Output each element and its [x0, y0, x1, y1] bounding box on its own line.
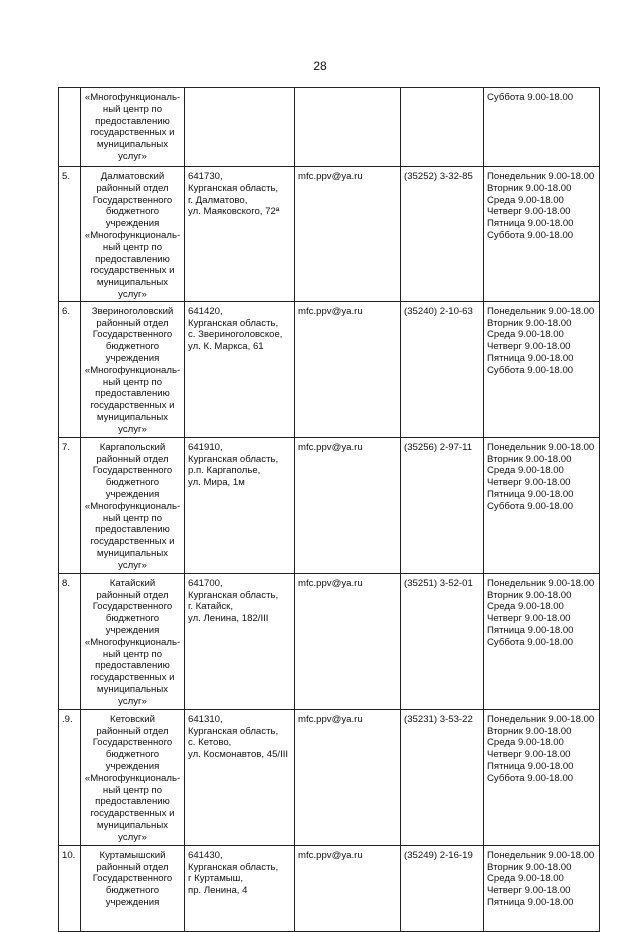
office-name-cell — [81, 88, 185, 167]
table-row — [59, 88, 600, 167]
hours-line: Четверг 9.00-18.00 — [487, 206, 571, 218]
office-name-line: районный отдел — [96, 182, 169, 194]
office-name-line: услуг» — [118, 695, 147, 707]
office-name-line: ный центр по — [102, 241, 163, 253]
row-number: 6. — [62, 305, 71, 317]
row-number-cell — [59, 437, 81, 573]
table-body — [59, 88, 600, 932]
phone-cell — [401, 845, 484, 931]
hours-line: Пятница 9.00-18.00 — [487, 488, 574, 500]
office-name-line: учреждения — [105, 624, 160, 636]
hours-line: Суббота 9.00-18.00 — [487, 229, 574, 241]
office-name-line: Далматовский — [100, 171, 165, 182]
office-name-line: государственных и — [90, 400, 175, 412]
office-name-line: предоставлению — [95, 660, 170, 672]
hours-line: Понедельник 9.00-18.00 — [487, 305, 595, 317]
hours-line: Вторник 9.00-18.00 — [487, 589, 572, 601]
row-number: 7. — [62, 441, 71, 453]
office-name-line: бюджетного — [105, 341, 160, 353]
email-text: mfc.ppv@ya.ru — [298, 849, 363, 861]
office-name-line: государственных и — [90, 127, 175, 139]
office-name-line: ный центр по — [102, 648, 163, 660]
row-number: 10. — [62, 849, 76, 861]
office-name-line: услуг» — [118, 831, 147, 843]
office-name-line: Кетовский — [110, 713, 155, 725]
office-name-line: Государственного — [92, 465, 173, 477]
hours-line: Среда 9.00-18.00 — [487, 329, 564, 341]
office-name-line: муниципальных — [96, 683, 169, 695]
hours-cell — [484, 709, 600, 845]
address-line: Курганская область, — [188, 861, 279, 873]
email-cell — [295, 709, 401, 845]
office-name-line: бюджетного — [105, 477, 160, 489]
office-name-line: учреждения — [105, 760, 160, 772]
office-name-line: Государственного — [92, 601, 173, 613]
address-line: 641430, — [188, 849, 223, 861]
office-name-line: Государственного — [92, 737, 173, 749]
address-line: 641700, — [188, 577, 223, 589]
office-name-line: бюджетного — [105, 613, 160, 625]
office-name-line: Государственного — [92, 329, 173, 341]
email-cell — [295, 573, 401, 709]
row-number-cell — [59, 167, 81, 302]
office-name-cell — [81, 709, 185, 845]
address-line: р.п. Каргаполье, — [188, 465, 261, 477]
address-cell — [185, 845, 295, 931]
hours-line: Понедельник 9.00-18.00 — [487, 713, 595, 725]
hours-cell — [484, 845, 600, 931]
address-cell — [185, 88, 295, 167]
hours-line: Суббота 9.00-18.00 — [487, 772, 574, 784]
office-name-line: бюджетного — [105, 749, 160, 761]
hours-line: Пятница 9.00-18.00 — [487, 352, 574, 364]
address-line: Курганская область, — [188, 453, 279, 465]
phone-text: (35231) 3-53-22 — [404, 713, 473, 725]
office-name-line: учреждения — [105, 896, 160, 908]
address-line: ул. Ленина, 182/III — [188, 613, 269, 625]
office-name-cell — [81, 437, 185, 573]
office-name-cell — [81, 301, 185, 437]
office-name-line: «Многофункциональ- — [84, 772, 181, 784]
address-line: ул. Маяковского, 72ª — [188, 206, 280, 218]
address-line: пр. Ленина, 4 — [188, 885, 248, 897]
phone-cell — [401, 88, 484, 167]
address-cell — [185, 709, 295, 845]
office-name-cell — [81, 573, 185, 709]
email-cell — [295, 437, 401, 573]
hours-line: Среда 9.00-18.00 — [487, 601, 564, 613]
office-name-line: ный центр по — [102, 512, 163, 524]
office-name-line: учреждения — [105, 488, 160, 500]
table-row — [59, 845, 600, 931]
hours-line: Понедельник 9.00-18.00 — [487, 849, 595, 861]
email-cell — [295, 167, 401, 302]
email-text: mfc.ppv@ya.ru — [298, 577, 363, 589]
phone-text: (35249) 2-16-19 — [404, 849, 473, 861]
phone-cell — [401, 437, 484, 573]
office-name-line: «Многофункциональ- — [84, 364, 181, 376]
phone-cell — [401, 167, 484, 302]
address-line: с. Звериноголовское, — [188, 329, 283, 341]
office-name-line: «Многофункциональ- — [84, 92, 181, 103]
office-name-line: районный отдел — [96, 725, 169, 737]
row-number-cell — [59, 709, 81, 845]
row-number-cell — [59, 573, 81, 709]
office-name-line: районный отдел — [96, 861, 169, 873]
address-line: 641420, — [188, 305, 223, 317]
office-name-line: предоставлению — [95, 524, 170, 536]
office-name-line: «Многофункциональ- — [84, 229, 181, 241]
address-line: Курганская область, — [188, 589, 279, 601]
hours-line: Понедельник 9.00-18.00 — [487, 441, 595, 453]
phone-text: (35252) 3-32-85 — [404, 171, 473, 182]
hours-line: Пятница 9.00-18.00 — [487, 760, 574, 772]
hours-line: Вторник 9.00-18.00 — [487, 725, 572, 737]
address-line: с. Кетово, — [188, 737, 232, 749]
office-name-line: предоставлению — [95, 253, 170, 265]
email-text: mfc.ppv@ya.ru — [298, 171, 363, 182]
office-name-line: предоставлению — [95, 796, 170, 808]
hours-line: Понедельник 9.00-18.00 — [487, 171, 595, 182]
table-row — [59, 167, 600, 302]
address-line: г. Далматово, — [188, 194, 248, 206]
phone-cell — [401, 709, 484, 845]
address-line: 641910, — [188, 441, 223, 453]
address-line: Курганская область, — [188, 182, 279, 194]
hours-line: Пятница 9.00-18.00 — [487, 218, 574, 230]
row-number-cell — [59, 301, 81, 437]
office-name-line: ный центр по — [102, 376, 163, 388]
phone-cell — [401, 301, 484, 437]
office-name-line: услуг» — [118, 288, 147, 300]
hours-line: Четверг 9.00-18.00 — [487, 749, 571, 761]
office-name-line: районный отдел — [96, 453, 169, 465]
office-name-cell — [81, 845, 185, 931]
office-name-line: предоставлению — [95, 388, 170, 400]
office-name-line: государственных и — [90, 672, 175, 684]
hours-line: Понедельник 9.00-18.00 — [487, 577, 595, 589]
hours-cell — [484, 88, 600, 167]
email-text: mfc.ppv@ya.ru — [298, 713, 363, 725]
office-name-line: бюджетного — [105, 206, 160, 218]
office-name-line: муниципальных — [96, 139, 169, 151]
table-row — [59, 301, 600, 437]
address-cell — [185, 301, 295, 437]
email-text: mfc.ppv@ya.ru — [298, 305, 363, 317]
row-number: 8. — [62, 577, 71, 589]
office-name-line: муниципальных — [96, 411, 169, 423]
hours-line: Суббота 9.00-18.00 — [487, 500, 574, 512]
office-name-line: муниципальных — [96, 547, 169, 559]
office-name-line: Каргапольский — [99, 441, 166, 453]
row-number: 5. — [62, 171, 71, 182]
office-name-line: Катайский — [109, 577, 156, 589]
office-name-line: муниципальных — [96, 819, 169, 831]
office-name-line: услуг» — [118, 559, 147, 571]
office-name-line: учреждения — [105, 218, 160, 230]
office-name-line: районный отдел — [96, 589, 169, 601]
hours-line: Вторник 9.00-18.00 — [487, 861, 572, 873]
address-line: Курганская область, — [188, 317, 279, 329]
address-line: ул. К. Маркса, 61 — [188, 341, 264, 353]
hours-line: Среда 9.00-18.00 — [487, 194, 564, 206]
email-cell — [295, 845, 401, 931]
address-line: г Куртамыш, — [188, 873, 244, 885]
hours-cell — [484, 573, 600, 709]
phone-cell — [401, 573, 484, 709]
address-cell — [185, 437, 295, 573]
hours-line: Вторник 9.00-18.00 — [487, 453, 572, 465]
email-cell — [295, 301, 401, 437]
mfc-offices-table — [58, 87, 600, 932]
hours-line: Среда 9.00-18.00 — [487, 873, 564, 885]
office-name-cell — [81, 167, 185, 302]
hours-line: Четверг 9.00-18.00 — [487, 885, 571, 897]
office-name-line: услуг» — [118, 423, 147, 435]
table-row — [59, 709, 600, 845]
hours-line: Вторник 9.00-18.00 — [487, 317, 572, 329]
address-line: 641730, — [188, 171, 223, 182]
hours-line: Пятница 9.00-18.00 — [487, 896, 574, 908]
address-line: ул. Мира, 1м — [188, 477, 245, 489]
address-line: ул. Космонавтов, 45/III — [188, 749, 289, 761]
office-name-line: бюджетного — [105, 885, 160, 897]
page-number: 28 — [313, 59, 327, 73]
row-number: .9. — [62, 713, 73, 725]
table-row — [59, 573, 600, 709]
office-name-line: государственных и — [90, 808, 175, 820]
hours-cell — [484, 301, 600, 437]
hours-line: Вторник 9.00-18.00 — [487, 182, 572, 194]
office-name-line: муниципальных — [96, 277, 169, 289]
office-name-line: «Многофункциональ- — [84, 636, 181, 648]
office-name-line: государственных и — [90, 265, 175, 277]
office-name-line: ный центр по — [102, 784, 163, 796]
office-name-line: Куртамышский — [99, 849, 166, 861]
office-name-line: государственных и — [90, 536, 175, 548]
hours-line: Среда 9.00-18.00 — [487, 465, 564, 477]
hours-line: Четверг 9.00-18.00 — [487, 613, 571, 625]
office-name-line: «Многофункциональ- — [84, 500, 181, 512]
row-number-cell — [59, 88, 81, 167]
office-name-line: районный отдел — [96, 317, 169, 329]
hours-cell — [484, 167, 600, 302]
office-name-line: Государственного — [92, 873, 173, 885]
hours-cell — [484, 437, 600, 573]
phone-text: (35256) 2-97-11 — [404, 441, 473, 453]
hours-line: Четверг 9.00-18.00 — [487, 477, 571, 489]
hours-line: Среда 9.00-18.00 — [487, 737, 564, 749]
table-row — [59, 437, 600, 573]
address-line: г. Катайск, — [188, 601, 234, 613]
phone-text: (35251) 3-52-01 — [404, 577, 473, 589]
hours-line: Суббота 9.00-18.00 — [487, 364, 574, 376]
office-name-line: Государственного — [92, 194, 173, 206]
email-cell — [295, 88, 401, 167]
hours-line: Пятница 9.00-18.00 — [487, 624, 574, 636]
office-name-line: Звериноголовский — [91, 305, 174, 317]
office-name-line: предоставлению — [95, 115, 170, 127]
address-line: 641310, — [188, 713, 223, 725]
phone-text: (35240) 2-10-63 — [404, 305, 473, 317]
hours-line: Суббота 9.00-18.00 — [487, 636, 574, 648]
address-cell — [185, 167, 295, 302]
address-line: Курганская область, — [188, 725, 279, 737]
office-name-line: услуг» — [118, 150, 147, 162]
office-name-line: учреждения — [105, 352, 160, 364]
hours-line: Суббота 9.00-18.00 — [487, 92, 574, 103]
hours-line: Четверг 9.00-18.00 — [487, 341, 571, 353]
office-name-line: ный центр по — [102, 103, 163, 115]
address-cell — [185, 573, 295, 709]
email-text: mfc.ppv@ya.ru — [298, 441, 363, 453]
row-number-cell — [59, 845, 81, 931]
